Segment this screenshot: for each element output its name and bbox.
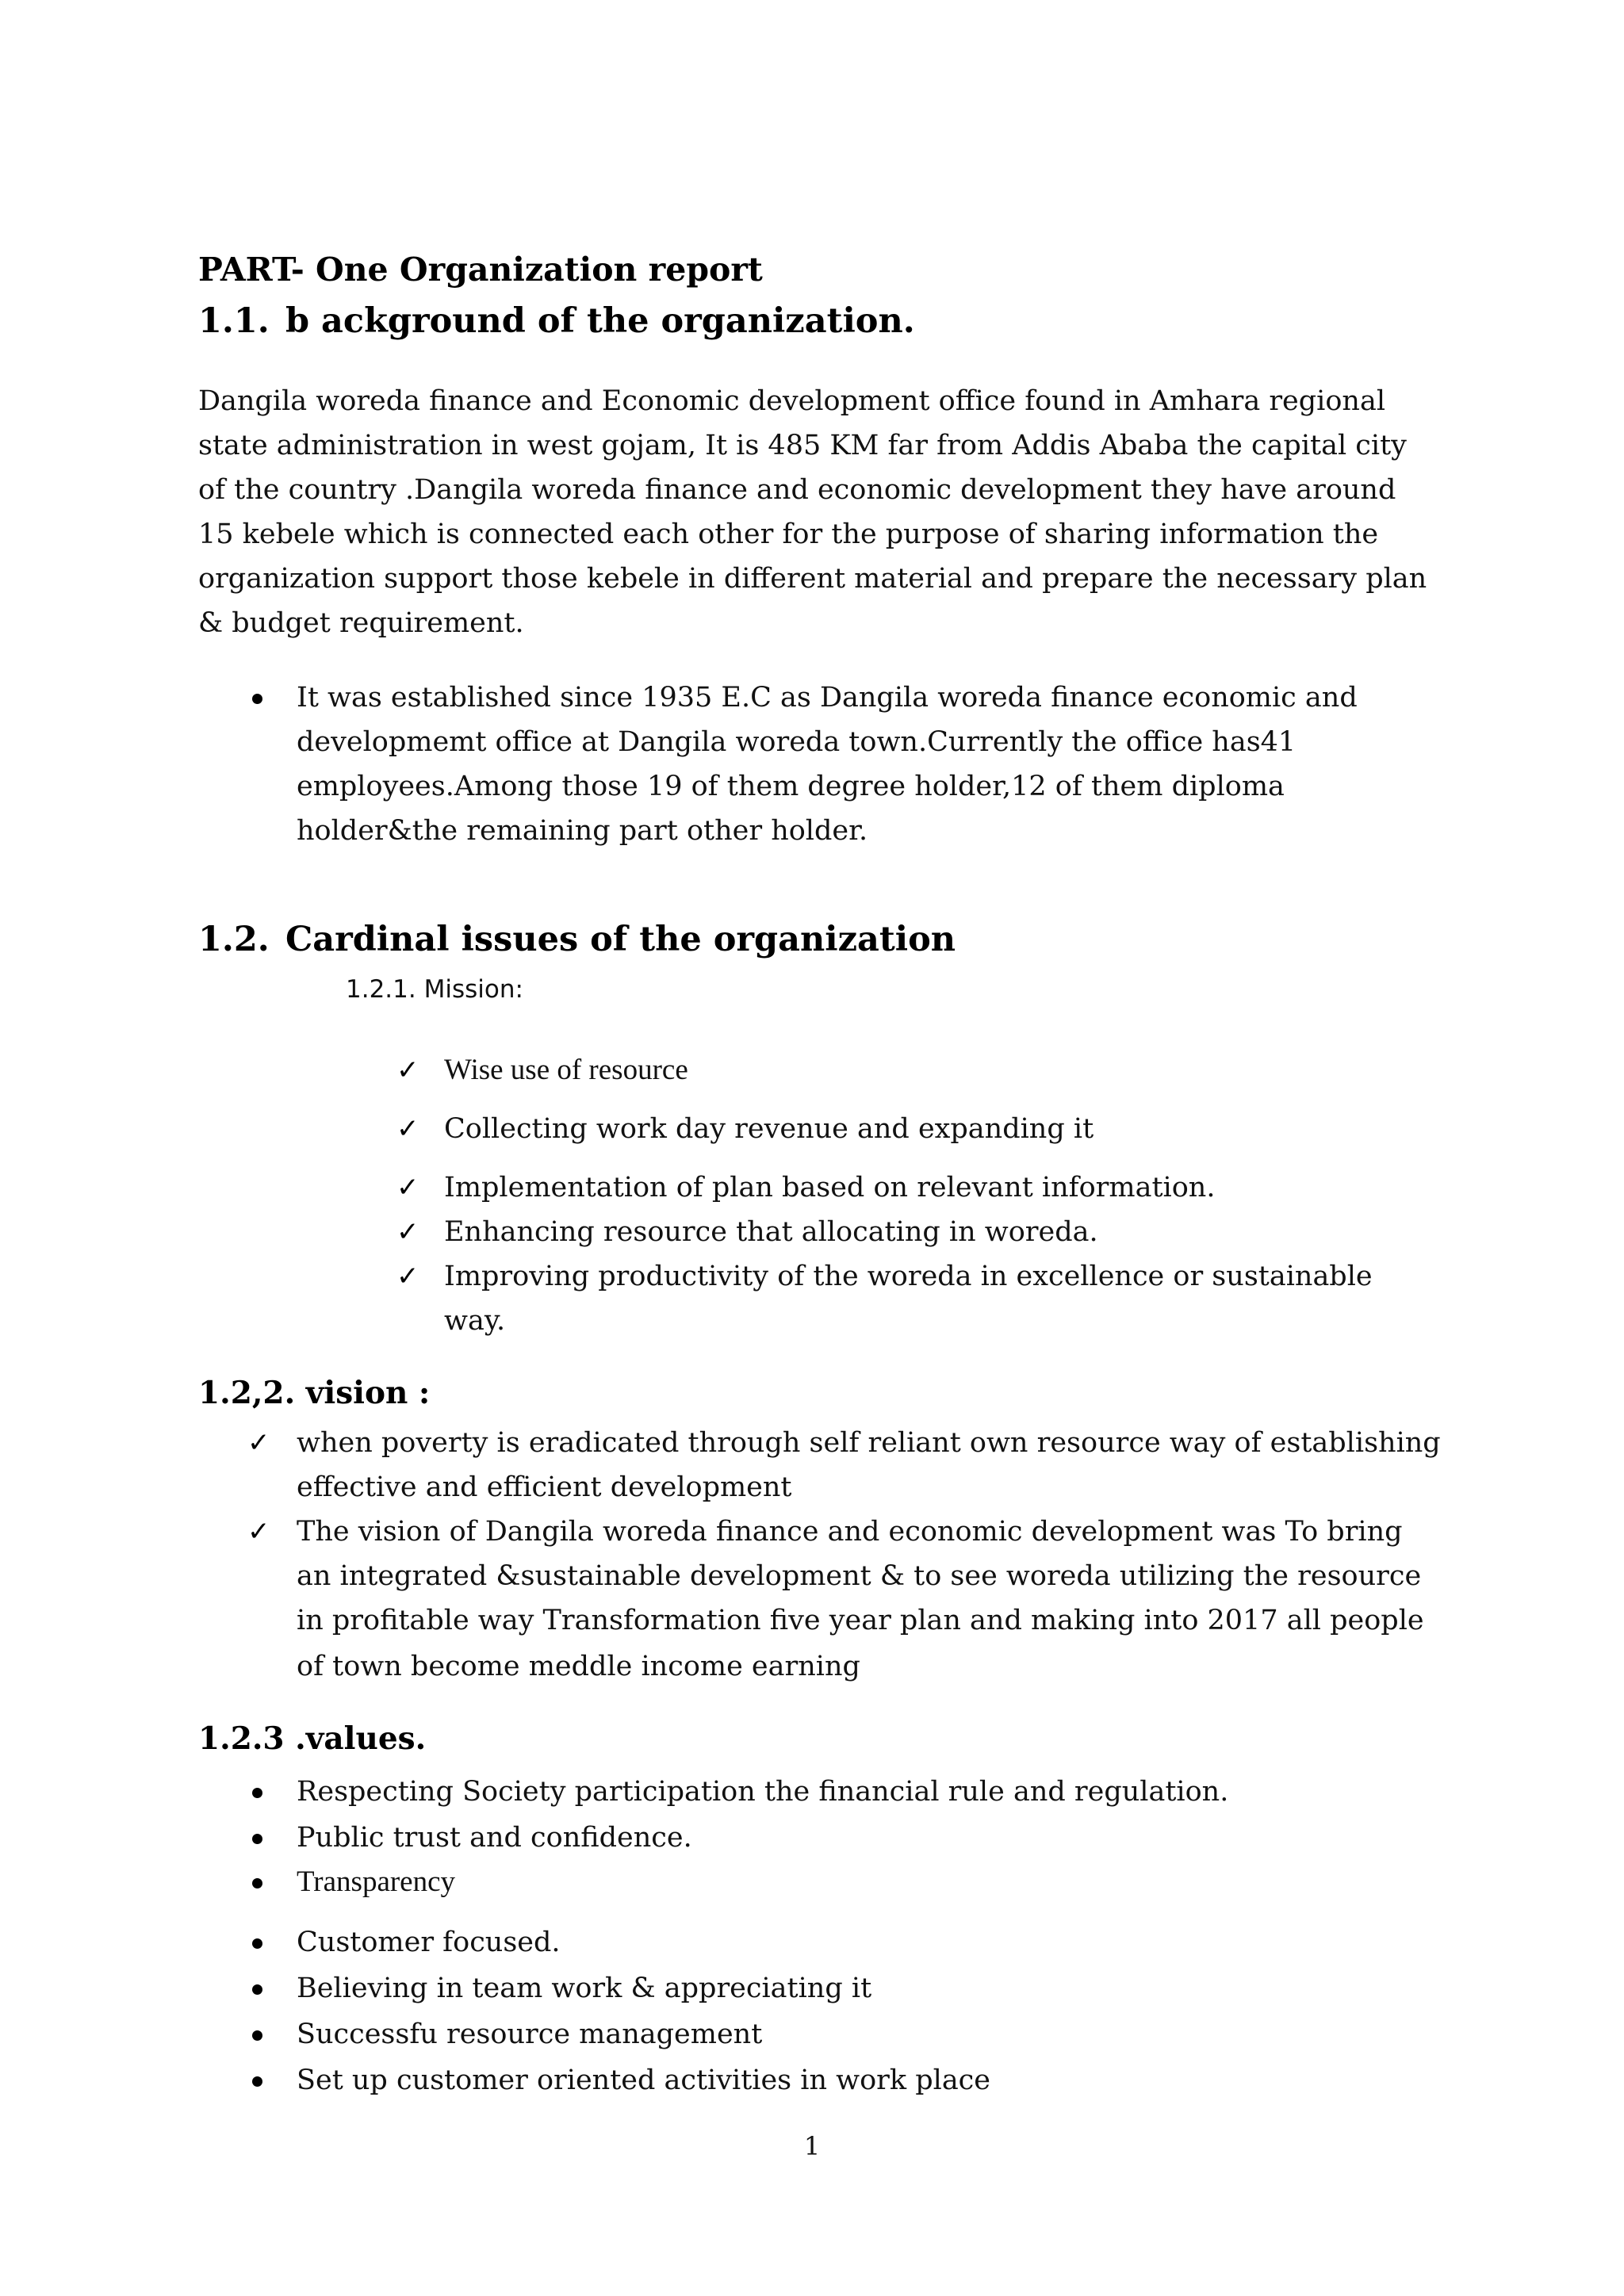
check-icon: ✓ [247, 1516, 270, 1548]
established-line-1: It was established since 1935 E.C as Dangila woreda finance economic and [297, 682, 1358, 714]
values-item-text: Set up customer oriented activities in work place [297, 2064, 990, 2096]
vision-line-6: of town become meddle income earning [297, 1651, 860, 1682]
values-item-text: Customer focused. [297, 1927, 561, 1958]
mission-item-continuation: way. [444, 1305, 506, 1337]
values-item-text: Respecting Society participation the financial rule and regulation. [297, 1776, 1229, 1808]
section-1-1-heading [198, 301, 915, 341]
bullet-icon [252, 1878, 262, 1888]
bullet-icon [252, 2030, 262, 2041]
values-item [0, 2012, 1624, 2057]
check-icon: ✓ [396, 1216, 419, 1248]
background-line-6: & budget requirement. [198, 607, 524, 639]
background-line-3: of the country .Dangila woreda finance and economic development they have around [198, 474, 1396, 506]
vision-heading: 1.2,2. vision : [198, 1375, 431, 1411]
background-line-4: 15 kebele which is connected each other for the purpose of sharing information the [198, 519, 1379, 550]
check-icon: ✓ [396, 1261, 419, 1292]
mission-item [0, 1165, 1624, 1210]
established-line-2: developmemt office at Dangila woreda town.Currently the office has41 [297, 726, 1297, 758]
section-1-1-title: b ackground of the organization. [285, 301, 915, 341]
vision-line-2: effective and efficient development [297, 1471, 792, 1503]
check-icon: ✓ [396, 1172, 419, 1203]
background-line-5: organization support those kebele in different material and prepare the necessary plan [198, 563, 1427, 595]
values-item [0, 1816, 1624, 1860]
bullet-icon [252, 1834, 262, 1844]
bullet-icon [252, 1984, 262, 1995]
part-title: PART- One Organization report [198, 251, 763, 289]
section-1-1-number: 1.1. [198, 301, 270, 341]
mission-item [0, 1107, 1624, 1151]
background-line-2: state administration in west gojam, It is 485 KM far from Addis Ababa the capital city [198, 430, 1407, 461]
mission-item-text: Improving productivity of the woreda in excellence or sustainable [444, 1261, 1373, 1292]
values-item-text: Successfu resource management [297, 2019, 763, 2050]
mission-heading: 1.2.1. Mission: [346, 975, 523, 1004]
bullet-icon [252, 694, 262, 704]
section-1-2-title: Cardinal issues of the organization [285, 920, 956, 959]
values-item-text: Believing in team work & appreciating it [297, 1973, 872, 2004]
vision-item [0, 1421, 1624, 1465]
mission-item [0, 1048, 1624, 1093]
values-item [0, 2058, 1624, 2103]
vision-line-3: The vision of Dangila woreda finance and economic development was To bring [297, 1516, 1403, 1548]
mission-item-text: Enhancing resource that allocating in woreda. [444, 1216, 1098, 1248]
values-item [0, 1860, 1624, 1904]
section-1-2-heading [198, 920, 956, 959]
values-heading: 1.2.3 .values. [198, 1720, 427, 1757]
values-item [0, 1920, 1624, 1965]
check-icon: ✓ [396, 1054, 419, 1086]
mission-item-text: Wise use of resource [444, 1054, 688, 1086]
bullet-icon [252, 2076, 262, 2087]
mission-item-text: Implementation of plan based on relevant information. [444, 1172, 1216, 1203]
mission-item [0, 1254, 1624, 1299]
values-item [0, 1966, 1624, 2011]
values-item-text: Public trust and confidence. [297, 1822, 692, 1854]
background-line-1: Dangila woreda finance and Economic development office found in Amhara regional [198, 385, 1386, 417]
mission-item [0, 1210, 1624, 1254]
established-line-4: holder&the remaining part other holder. [297, 815, 868, 847]
check-icon: ✓ [396, 1113, 419, 1145]
established-bullet-line [0, 675, 1624, 720]
established-line-3: employees.Among those 19 of them degree holder,12 of them diploma [297, 771, 1285, 802]
bullet-icon [252, 1938, 262, 1949]
page-number: 1 [803, 2131, 821, 2161]
values-item [0, 1770, 1624, 1814]
vision-item [0, 1510, 1624, 1554]
vision-line-1: when poverty is eradicated through self reliant own resource way of establishing [297, 1427, 1441, 1459]
vision-line-4: an integrated &sustainable development & to see woreda utilizing the resource [297, 1560, 1422, 1592]
bullet-icon [252, 1788, 262, 1798]
vision-line-5: in profitable way Transformation five year plan and making into 2017 all people [297, 1605, 1424, 1636]
mission-item-text: Collecting work day revenue and expanding it [444, 1113, 1094, 1145]
section-1-2-number: 1.2. [198, 920, 270, 959]
check-icon: ✓ [247, 1427, 270, 1459]
values-item-text: Transparency [297, 1866, 456, 1898]
